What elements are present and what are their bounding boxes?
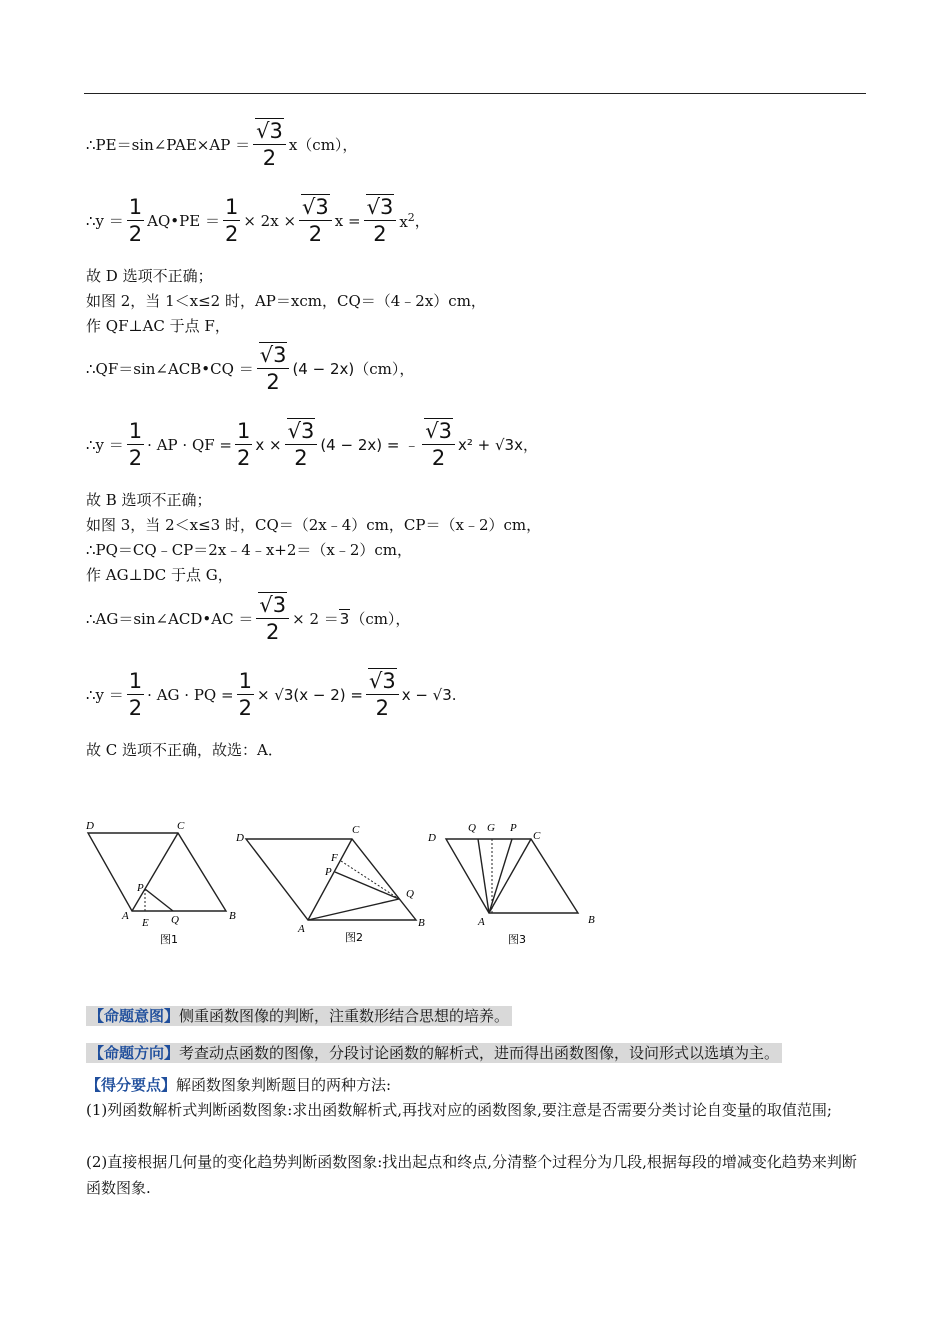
geometry-figures <box>0 815 950 985</box>
points-note: 【得分要点】解函数图象判断题目的两种方法: <box>86 1076 392 1094</box>
svg-text:F: F <box>331 852 338 864</box>
svg-text:A: A <box>122 910 129 922</box>
fig3-case: 如图 3，当 2＜x≤3 时，CQ＝（2x﹣4）cm，CP＝（x﹣2）cm， <box>86 516 542 534</box>
pe-formula: ∴PE＝sin∠PAE×AP ＝ $\frac{√3}{2}$ x（cm）， <box>86 119 358 170</box>
svg-text:B: B <box>229 910 236 922</box>
svg-text:A: A <box>298 923 305 935</box>
area-formula-case2: ∴y ＝ $\frac{1}{2}$ · AP · QF = $\frac{1}{2}$ x × $\frac{√3}{2}$ (4 − 2x) = ﹣ $\frac{√3}{2}$ x² + √3x， <box>86 419 538 470</box>
area-formula-case3: ∴y ＝ $\frac{1}{2}$ · AG · PQ = $\frac{1}{2}$ × √3(x − 2) = $\frac{√3}{2}$ x − √3. <box>86 669 457 720</box>
fig2-case: 如图 2，当 1＜x≤2 时，AP＝xcm，CQ＝（4﹣2x）cm， <box>86 292 486 310</box>
svg-text:E: E <box>142 917 149 929</box>
method-2: (2)直接根据几何量的变化趋势判断函数图象:找出起点和终点,分清整个过程分为几段,根据每段的增减变化趋势来判断函数图象. <box>86 1153 857 1197</box>
svg-text:P: P <box>325 866 332 878</box>
svg-text:P: P <box>137 882 144 894</box>
svg-text:图1: 图1 <box>160 933 178 946</box>
figure-1 <box>88 833 226 911</box>
c-conclusion: 故 C 选项不正确，故选：A． <box>86 741 283 759</box>
svg-text:Q: Q <box>406 888 414 900</box>
svg-text:A: A <box>478 916 485 928</box>
ag-construction: 作 AG⊥DC 于点 G， <box>86 566 233 584</box>
d-option-wrong: 故 D 选项不正确； <box>86 267 213 285</box>
svg-text:Q: Q <box>171 914 179 926</box>
svg-text:图2: 图2 <box>345 931 363 944</box>
svg-text:D: D <box>236 832 244 844</box>
svg-text:B: B <box>588 914 595 926</box>
ag-formula: ∴AG＝sin∠ACD•AC ＝ $\frac{√3}{2}$ × 2 ＝ 3 （cm）， <box>86 593 411 644</box>
svg-text:图3: 图3 <box>508 933 526 946</box>
fraction-root3-over-2: $\frac{√3}{2}$ <box>253 118 286 171</box>
qf-construction: 作 QF⊥AC 于点 F， <box>86 317 230 335</box>
svg-text:B: B <box>418 917 425 929</box>
svg-text:D: D <box>86 820 94 832</box>
direction-note: 【命题方向】考查动点函数的图像，分段讨论函数的解析式，进而得出函数图像，设问形式以选填为主。 <box>86 1043 782 1063</box>
header-rule <box>84 93 866 94</box>
pq-line: ∴PQ＝CQ﹣CP＝2x﹣4﹣x+2＝（x﹣2）cm， <box>86 541 413 559</box>
svg-text:C: C <box>352 824 360 836</box>
svg-text:D: D <box>428 832 436 844</box>
svg-text:C: C <box>533 830 541 842</box>
area-formula-case1: ∴y ＝ $\frac{1}{2}$ AQ•PE ＝ $\frac{1}{2}$ × 2x × $\frac{√3}{2}$ x = $\frac{√3}{2}$ $x^2$ ， <box>86 195 430 246</box>
intent-note: 【命题意图】侧重函数图像的判断，注重数形结合思想的培养。 <box>86 1006 512 1026</box>
figure-2-labels <box>235 824 425 944</box>
svg-text:G: G <box>487 822 495 834</box>
figure-1-labels <box>85 820 236 946</box>
b-option-wrong: 故 B 选项不正确； <box>86 491 212 509</box>
svg-text:P: P <box>510 822 517 834</box>
svg-text:Q: Q <box>468 822 476 834</box>
method-1: (1)列函数解析式判断函数图象:求出函数解析式,再找对应的函数图象,要注意是否需要分类讨论自变量的取值范围; <box>86 1101 832 1119</box>
qf-formula: ∴QF＝sin∠ACB•CQ ＝ $\frac{√3}{2}$ (4 − 2x) （cm）， <box>86 343 415 394</box>
svg-text:C: C <box>177 820 185 832</box>
figure-3 <box>446 839 578 913</box>
